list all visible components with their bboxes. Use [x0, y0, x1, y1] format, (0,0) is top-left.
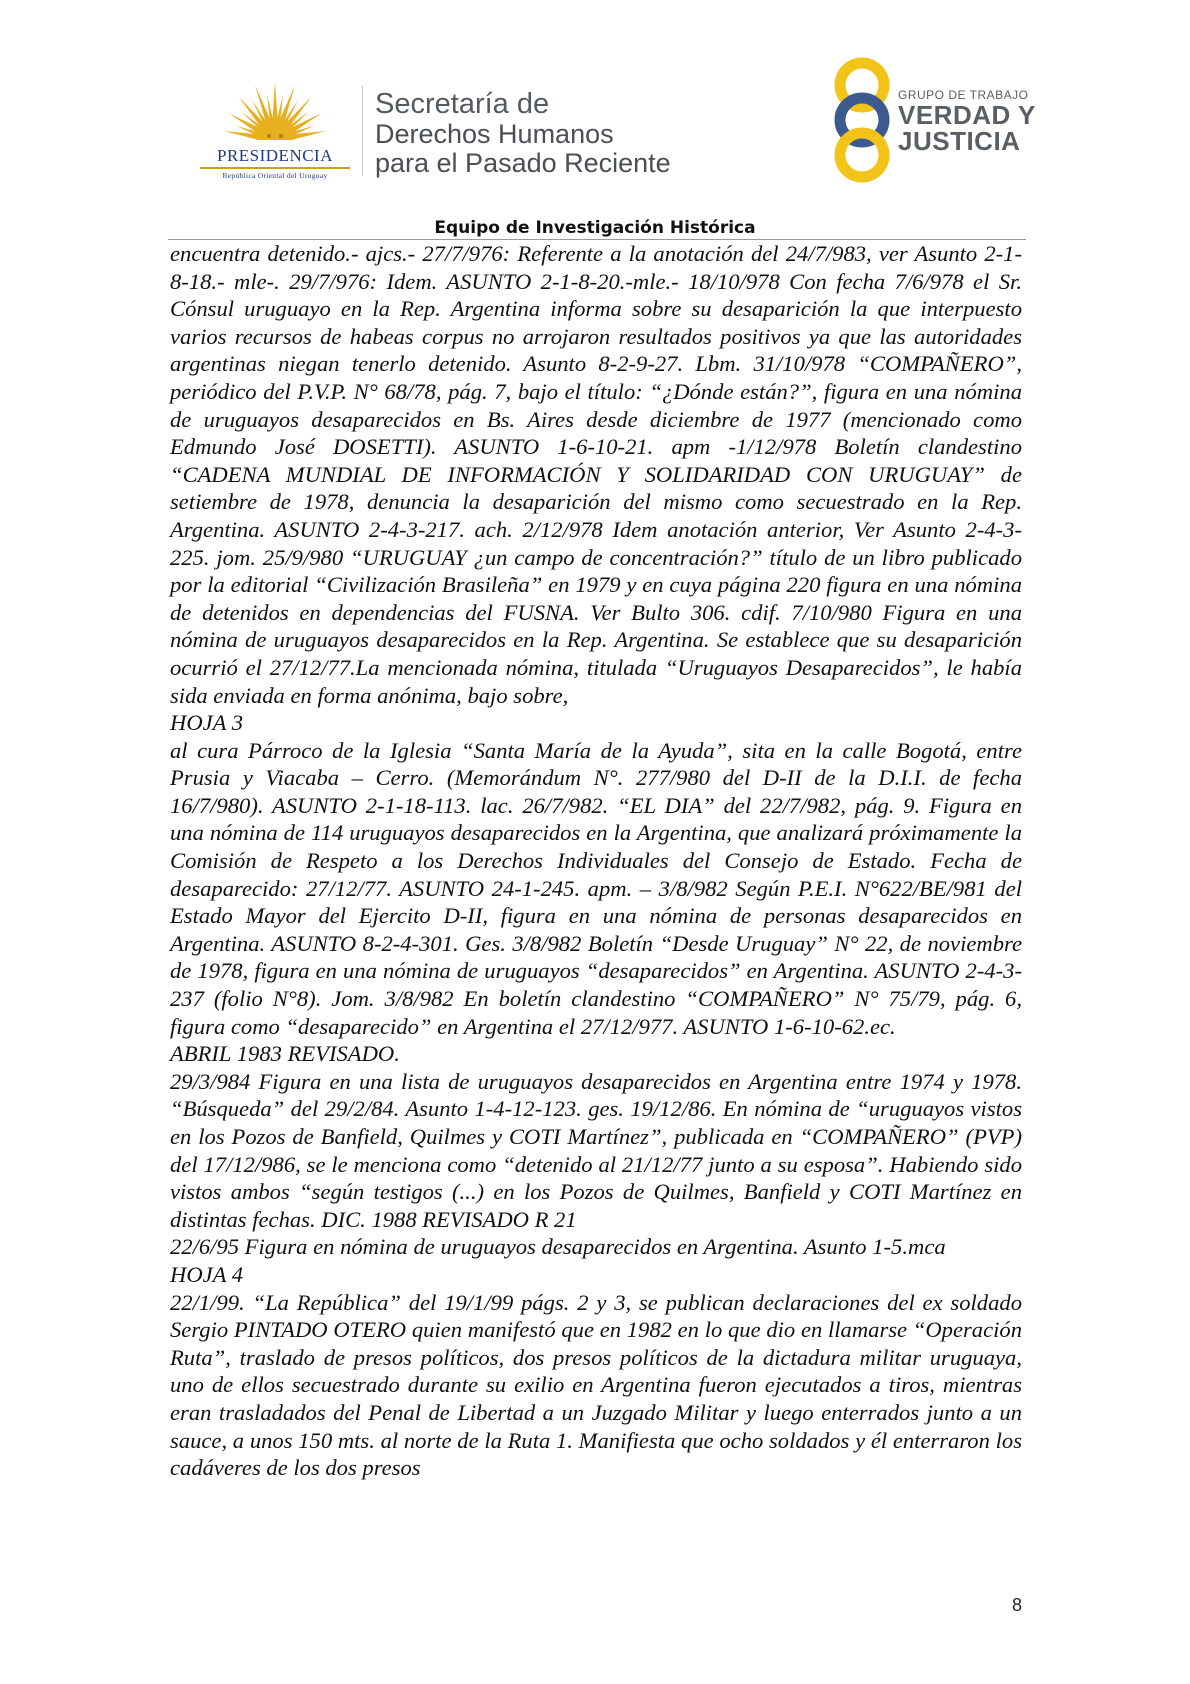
paragraph: 22/6/95 Figura en nómina de uruguayos desaparecidos en Argentina. Asunto 1-5.mca	[170, 1234, 946, 1260]
paragraph: al cura Párroco de la Iglesia “Santa María de la Ayuda”, sita en la calle Bogotá, entre Prusia y Viacaba – Cerro. (Memorándum N°. 277/980 del D-II de la D.I.I. de fecha 16/7/980). ASUNTO 2-1-18-113. lac. 26/7/982. “EL DIA” del 22/7/982, pág. 9. Figura en una nómina de 114 uruguayos desaparecidos en la Argentina, que analizará próximamente la Comisión de Respeto a los Derechos Individuales del Consejo de Estado. Fecha de desaparecido: 27/12/77. ASUNTO 24-1-245. apm. – 3/8/982 Según P.E.I. N°622/BE/981 del Estado Mayor del Ejercito D-II, figura en una nómina de personas desaparecidos en Argentina. ASUNTO 8-2-4-301. Ges. 3/8/982 Boletín “Desde Uruguay” N° 22, de noviembre de 1978, figura en una nómina de uruguayos “desaparecidos” en Argentina. ASUNTO 2-4-3-237 (folio N°8). Jom. 3/8/982 En boletín clandestino “COMPAÑERO” N° 75/79, pág. 6, figura como “desaparecido” en Argentina el 27/12/977. ASUNTO 1-6-10-62.ec.	[170, 737, 1022, 1039]
paragraph: 22/1/99. “La República” del 19/1/99 págs. 2 y 3, se publican declaraciones del ex soldado Sergio PINTADO OTERO quien manifestó que en 1982 en lo que dio en llamarse “Operación Ruta”, traslado de presos políticos, dos presos políticos de la dictadura militar uruguaya, uno de ellos secuestrado durante su exilio en Argentina fueron ejecutados a tiros, mientras eran trasladados del Penal de Libertad a un Juzgado Militar y luego enterrados junto a un sauce, a unos 150 mts. al norte de la Ruta 1. Manifiesta que ocho soldados y él enterraron los cadáveres de los dos presos	[170, 1289, 1022, 1481]
presidencia-divider	[200, 167, 350, 169]
sheet-label: HOJA 3	[170, 710, 243, 736]
secretaria-line-1: Secretaría de	[375, 88, 550, 120]
secretaria-line-3: para el Pasado Reciente	[375, 148, 671, 178]
sheet-label: HOJA 4	[170, 1261, 243, 1287]
revision-note: ABRIL 1983 REVISADO.	[170, 1041, 400, 1067]
secretaria-logo-text	[375, 88, 671, 178]
grupo-trabajo-line-3: JUSTICIA	[898, 126, 1021, 156]
page-number: 8	[1012, 1595, 1023, 1615]
header-divider	[362, 86, 363, 176]
presidencia-subtitle: República Oriental del Uruguay	[222, 171, 328, 180]
grupo-trabajo-line-1: GRUPO DE TRABAJO	[898, 88, 1029, 102]
verdad-justicia-rings-icon	[822, 55, 902, 185]
secretaria-line-2: Derechos Humanos	[375, 119, 614, 149]
document-body	[170, 240, 1022, 1482]
presidencia-name: PRESIDENCIA	[216, 146, 333, 165]
equipo-heading: Equipo de Investigación Histórica	[434, 218, 756, 238]
paragraph: 29/3/984 Figura en una lista de uruguayos desaparecidos en Argentina entre 1974 y 1978. “Búsqueda” del 29/2/84. Asunto 1-4-12-123. ges. 19/12/86. En nómina de “uruguayos vistos en los Pozos de Banfield, Quilmes y COTI Martínez”, publicada en “COMPAÑERO” (PVP) del 17/12/986, se le menciona como “detenido al 21/12/77 junto a su esposa”. Habiendo sido vistos ambos “según testigos (...) en los Pozos de Quilmes, Banfield y COTI Martínez en distintas fechas. DIC. 1988 REVISADO R 21	[170, 1068, 1022, 1232]
paragraph: encuentra detenido.- ajcs.- 27/7/976: Referente a la anotación del 24/7/983, ver Asunto 2-1-8-18.- mle-. 29/7/976: Idem. ASUNTO 2-1-8-20.-mle.- 18/10/978 Con fecha 7/6/978 el Sr. Cónsul uruguayo en la Rep. Argentina informa sobre su desaparición la que interpuesto varios recursos de habeas corpus no arrojaron resultados positivos ya que las autoridades argentinas niegan tenerlo detenido. Asunto 8-2-9-27. Lbm. 31/10/978 “COMPAÑERO”, periódico del P.V.P. N° 68/78, pág. 7, bajo el título: “¿Dónde están?”, figura en una nómina de uruguayos desaparecidos en Bs. Aires desde diciembre de 1977 (mencionado como Edmundo José DOSETTI). ASUNTO 1-6-10-21. apm -1/12/978 Boletín clandestino “CADENA MUNDIAL DE INFORMACIÓN Y SOLIDARIDAD CON URUGUAY” de setiembre de 1978, denuncia la desaparición del mismo como secuestrado en la Rep. Argentina. ASUNTO 2-4-3-217. ach. 2/12/978 Idem anotación anterior, Ver Asunto 2-4-3-225. jom. 25/9/980 “URUGUAY ¿un campo de concentración?” título de un libro publicado por la editorial “Civilización Brasileña” en 1979 y en cuya página 220 figura en una nómina de detenidos en dependencias del FUSNA. Ver Bulto 306. cdif. 7/10/980 Figura en una nómina de uruguayos desaparecidos en la Rep. Argentina. Se establece que su desaparición ocurrió el 27/12/77.La mencionada nómina, titulada “Uruguayos Desaparecidos”, le había sida enviada en forma anónima, bajo sobre,	[170, 241, 1022, 708]
presidencia-logo	[195, 78, 355, 178]
page-header	[0, 0, 1190, 240]
grupo-trabajo-line-2: VERDAD Y	[898, 100, 1036, 130]
grupo-trabajo-text	[898, 88, 1036, 154]
